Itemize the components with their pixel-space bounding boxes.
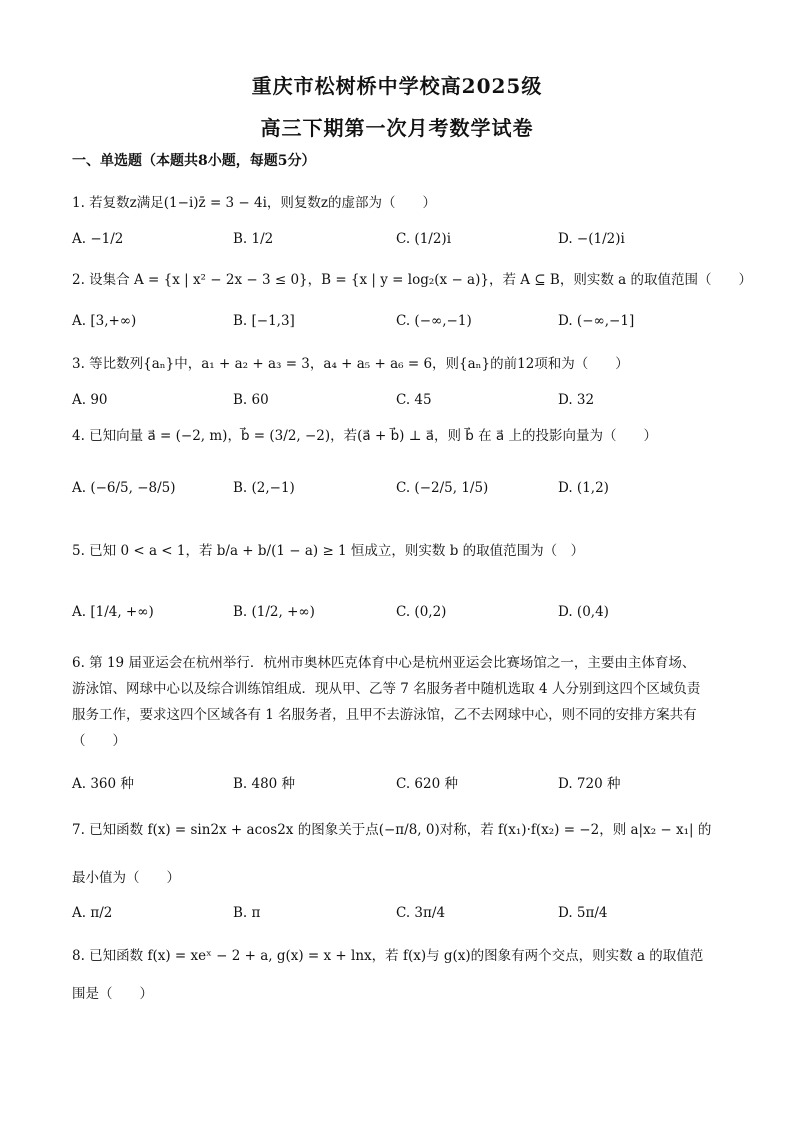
question-1-option-d: D. −(1/2)i [558,231,625,247]
question-4-option-b: B. (2,−1) [233,480,295,496]
section-heading: 一、单选题（本题共8小题，每题5分） [72,153,316,169]
question-6-line-2: 游泳馆、网球中心以及综合训练馆组成．现从甲、乙等 7 名服务者中随机选取 4 人分别到这四个区域负责 [72,681,701,697]
exam-title-name: 高三下期第一次月考数学试卷 [260,116,534,140]
question-5-stem: 5. 已知 0 < a < 1，若 b/a + b/(1 − a) ≥ 1 恒成立，则实数 b 的取值范围为（ ） [72,543,585,559]
question-3-option-d: D. 32 [558,392,595,408]
question-2-stem: 2. 设集合 A = {x | x² − 2x − 3 ≤ 0}，B = {x | y = log₂(x − a)}，若 A ⊆ B，则实数 a 的取值范围（ ） [72,272,752,288]
question-3-stem: 3. 等比数列{aₙ}中，a₁ + a₂ + a₃ = 3，a₄ + a₅ + a₆ = 6，则{aₙ}的前12项和为（ ） [72,356,629,372]
question-7-option-d: D. 5π/4 [558,905,608,921]
question-7-stem: 7. 已知函数 f(x) = sin2x + acos2x 的图象关于点(−π/8, 0)对称，若 f(x₁)·f(x₂) = −2，则 a|x₂ − x₁| 的 [72,822,712,838]
question-2-option-c: C. (−∞,−1) [396,313,472,329]
question-7-option-c: C. 3π/4 [396,905,446,921]
question-3-option-c: C. 45 [396,392,432,408]
question-4-option-c: C. (−2/5, 1/5) [396,480,489,496]
question-1-option-b: B. 1/2 [233,231,274,247]
question-3-option-b: B. 60 [233,392,269,408]
question-6-stem [72,650,732,754]
question-1-stem: 1. 若复数z满足(1−i)z̄ = 3 − 4i，则复数z的虚部为（ ） [72,195,437,211]
question-2-option-d: D. (−∞,−1] [558,313,635,329]
question-6-line-1: 6. 第 19 届亚运会在杭州举行．杭州市奥林匹克体育中心是杭州亚运会比赛场馆之一，主要由主体育场、 [72,655,696,671]
question-1-option-c: C. (1/2)i [396,231,452,247]
question-4-option-d: D. (1,2) [558,480,609,496]
question-5-option-b: B. (1/2, +∞) [233,604,315,620]
question-6-line-4: （ ） [72,733,126,749]
question-6-option-a: A. 360 种 [72,776,134,792]
question-6-option-d: D. 720 种 [558,776,621,792]
question-2-option-b: B. [−1,3] [233,313,295,329]
question-7-stem-continued: 最小值为（ ） [72,870,180,886]
question-6-option-c: C. 620 种 [396,776,458,792]
question-1-option-a: A. −1/2 [72,231,124,247]
question-2-option-a: A. [3,+∞) [72,313,137,329]
question-4-stem: 4. 已知向量 a⃗ = (−2, m)，b⃗ = (3/2, −2)，若(a⃗ + b⃗) ⊥ a⃗，则 b⃗ 在 a⃗ 上的投影向量为（ ） [72,428,657,444]
question-5-option-c: C. (0,2) [396,604,447,620]
question-8-stem-continued: 围是（ ） [72,986,153,1002]
question-3-option-a: A. 90 [72,392,108,408]
question-5-option-d: D. (0,4) [558,604,609,620]
question-7-option-b: B. π [233,905,261,921]
exam-title-school: 重庆市松树桥中学校高2025级 [251,74,543,98]
question-6-line-3: 服务工作，要求这四个区域各有 1 名服务者，且甲不去游泳馆，乙不去网球中心，则不同的安排方案共有 [72,707,697,723]
question-6-option-b: B. 480 种 [233,776,296,792]
question-5-option-a: A. [1/4, +∞) [72,604,154,620]
question-7-option-a: A. π/2 [72,905,113,921]
question-4-option-a: A. (−6/5, −8/5) [72,480,176,496]
question-8-stem: 8. 已知函数 f(x) = xeˣ − 2 + a, g(x) = x + lnx，若 f(x)与 g(x)的图象有两个交点，则实数 a 的取值范 [72,948,704,964]
